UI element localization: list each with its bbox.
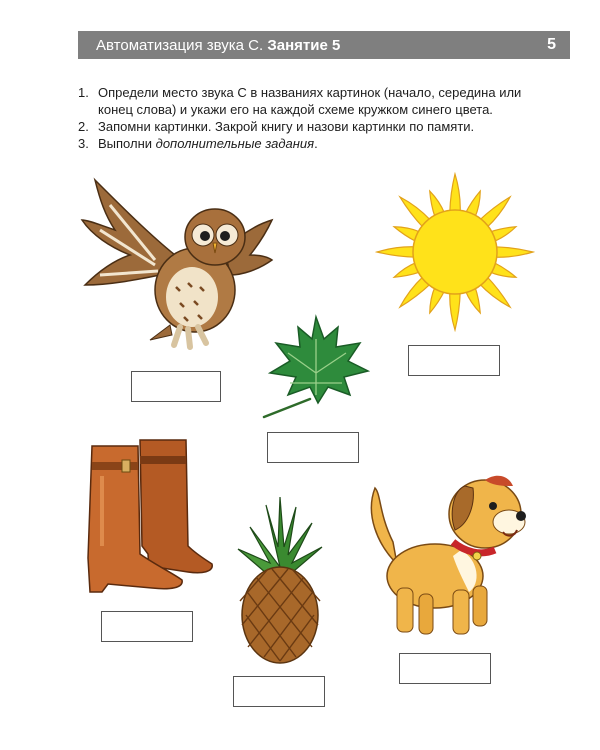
instruction-number: 1. <box>78 85 89 100</box>
answer-box-dog[interactable] <box>399 653 491 684</box>
instruction-item <box>78 118 548 135</box>
sun-ray <box>377 247 415 257</box>
boots-icon <box>78 436 218 596</box>
answer-box-pineapple[interactable] <box>233 676 325 707</box>
title-prefix: Автоматизация звука С. <box>96 36 268 54</box>
instruction-number: 2. <box>78 119 89 134</box>
sun-ray <box>450 174 460 212</box>
lesson-number: Занятие 5 <box>267 36 341 54</box>
maple-leaf-icon <box>256 313 372 421</box>
dog-icon <box>357 464 529 640</box>
instruction-number: 3. <box>78 136 89 151</box>
owl-icon <box>80 175 275 355</box>
sun-ray <box>495 247 533 257</box>
pineapple-icon <box>236 497 324 665</box>
instruction-text-start: Выполни <box>98 136 156 151</box>
instruction-text-end: . <box>314 136 318 151</box>
instruction-item <box>78 135 548 152</box>
sun-icon <box>375 172 535 332</box>
instruction-text: Определи место звука С в названиях картинок (начало, середина или конец слова) и укажи его на каждой схеме кружком синего цвета. <box>98 85 522 117</box>
instruction-text <box>98 135 318 152</box>
answer-box-boots[interactable] <box>101 611 193 642</box>
instruction-text: Запомни картинки. Закрой книгу и назови картинки по памяти. <box>98 119 475 134</box>
page-header <box>78 31 570 59</box>
page-number: 5 <box>547 36 556 53</box>
answer-box-sun[interactable] <box>408 345 500 376</box>
instruction-text-emphasis: дополнительные задания <box>155 136 315 151</box>
sun-ray <box>450 292 460 330</box>
page-title <box>96 37 340 54</box>
answer-box-owl[interactable] <box>131 371 221 402</box>
instruction-item <box>78 84 548 118</box>
answer-box-leaf[interactable] <box>267 432 359 463</box>
instructions-list <box>78 84 548 152</box>
